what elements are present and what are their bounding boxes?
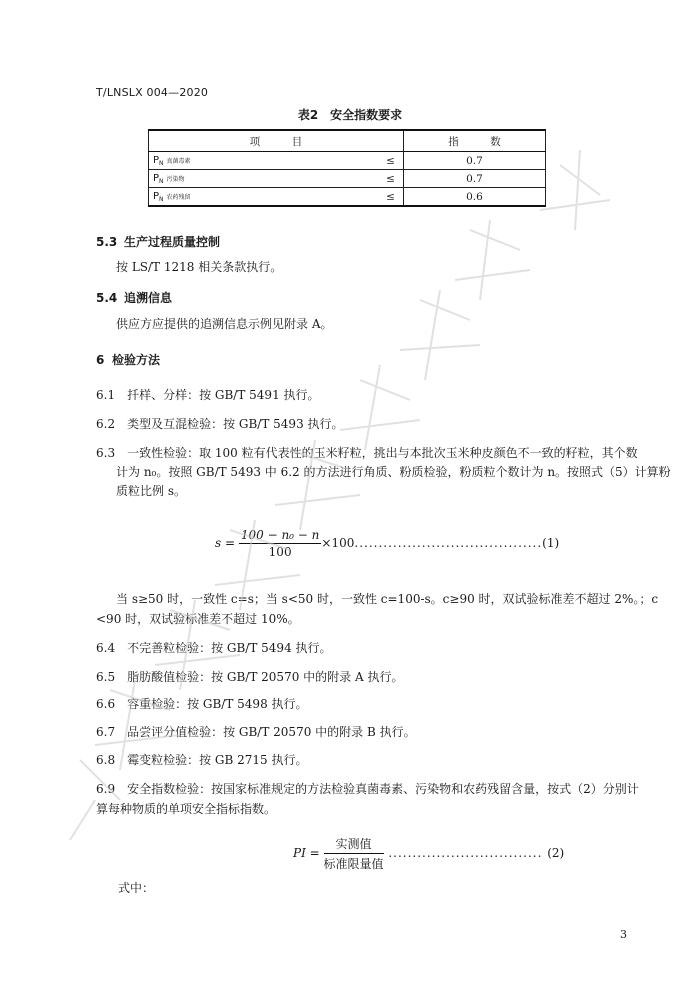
row-item [149, 188, 387, 207]
section-6-heading: 6 检验方法 [96, 353, 161, 367]
table-header-row [149, 130, 546, 152]
clause-6-9-line-1: 6.9 安全指数检验：按国家标准规定的方法检验真菌毒素、污染物和农药残留含量，按式（2）分别计 [96, 782, 639, 796]
clause-6-3-line-2: 计为 n₀。按照 GB/T 5493 中 6.2 的方法进行角质、粉质检验，粉质粒个数计为 n。按照式（5）计算粉 [116, 465, 671, 479]
pn-symbol: $P_N$ 农药残留 [153, 191, 191, 203]
formula-2-fraction [324, 835, 384, 872]
section-5-4-text: 供应方应提供的追溯信息示例见附录 A。 [116, 317, 333, 331]
formula-1-fraction [239, 528, 322, 559]
row-item [149, 152, 387, 170]
formula-1 [215, 528, 635, 559]
row-comparator: ≤ [386, 188, 403, 207]
formula-2 [293, 835, 638, 872]
table-row [149, 170, 546, 188]
row-value: 0.7 [403, 152, 545, 170]
formula-2-tag: (2) [547, 846, 565, 860]
clause-6-1: 6.1 扦样、分样：按 GB/T 5491 执行。 [96, 388, 320, 402]
formula-1-numerator: 100 − n₀ − n [240, 528, 320, 542]
column-header-index: 指 数 [403, 130, 545, 152]
formula-1-denominator: 100 [268, 545, 292, 559]
formula-1-lhs: s = [215, 536, 236, 550]
document-code: T/LNSLX 004—2020 [96, 86, 209, 99]
formula-1-tag: (1) [542, 536, 560, 550]
clause-6-5: 6.5 脂肪酸值检验：按 GB/T 20570 中的附录 A 执行。 [96, 670, 404, 684]
table-row [149, 188, 546, 207]
formula-2-lhs: PI = [293, 846, 320, 860]
row-value: 0.7 [403, 170, 545, 188]
safety-index-table [148, 129, 546, 207]
formula-1-tail: ×100 [321, 536, 355, 550]
clause-6-2: 6.2 类型及互混检验：按 GB/T 5493 执行。 [96, 417, 344, 431]
pn-symbol: $P_N$ 真菌毒素 [153, 155, 191, 167]
row-value: 0.6 [403, 188, 545, 207]
clause-6-3-note-1: 当 s≥50 时，一致性 c=s；当 s<50 时，一致性 c=100-s。c≥90 时，双试验标准差不超过 2%。；c [116, 592, 659, 606]
clause-6-9-line-2: 算每种物质的单项安全指标指数。 [96, 802, 277, 816]
formula-1-leader: ....................................... [354, 536, 543, 550]
where-label: 式中： [118, 881, 155, 895]
clause-6-3-line-1: 6.3 一致性检验：取 100 粒有代表性的玉米籽粒，挑出与本批次玉米种皮颜色不一致的籽粒，其个数 [96, 446, 638, 460]
page-number: 3 [620, 928, 627, 941]
row-comparator: ≤ [386, 152, 403, 170]
section-5-4-heading: 5.4 追溯信息 [96, 291, 173, 305]
section-5-3-text: 按 LS/T 1218 相关条款执行。 [116, 260, 283, 274]
row-item [149, 170, 387, 188]
clause-6-7: 6.7 品尝评分值检验：按 GB/T 20570 中的附录 B 执行。 [96, 725, 416, 739]
clause-6-8: 6.8 霉变粒检验：按 GB 2715 执行。 [96, 753, 308, 767]
column-header-item: 项 目 [149, 130, 404, 152]
clause-6-6: 6.6 容重检验：按 GB/T 5498 执行。 [96, 697, 308, 711]
section-5-3-heading: 5.3 生产过程质量控制 [96, 235, 221, 249]
formula-2-denominator: 标准限量值 [323, 857, 384, 871]
clause-6-3-note-2: <90 时，双试验标准差不超过 10%。 [96, 612, 300, 626]
table-title: 表2 安全指数要求 [297, 108, 403, 122]
pn-symbol: $P_N$ 污染物 [153, 173, 185, 185]
table-row [149, 152, 546, 170]
row-comparator: ≤ [386, 170, 403, 188]
clause-6-3-line-3: 质粒比例 s。 [116, 484, 186, 498]
formula-2-numerator: 实测值 [324, 835, 384, 854]
clause-6-4: 6.4 不完善粒检验：按 GB/T 5494 执行。 [96, 641, 332, 655]
formula-2-leader: ................................ [383, 846, 548, 860]
